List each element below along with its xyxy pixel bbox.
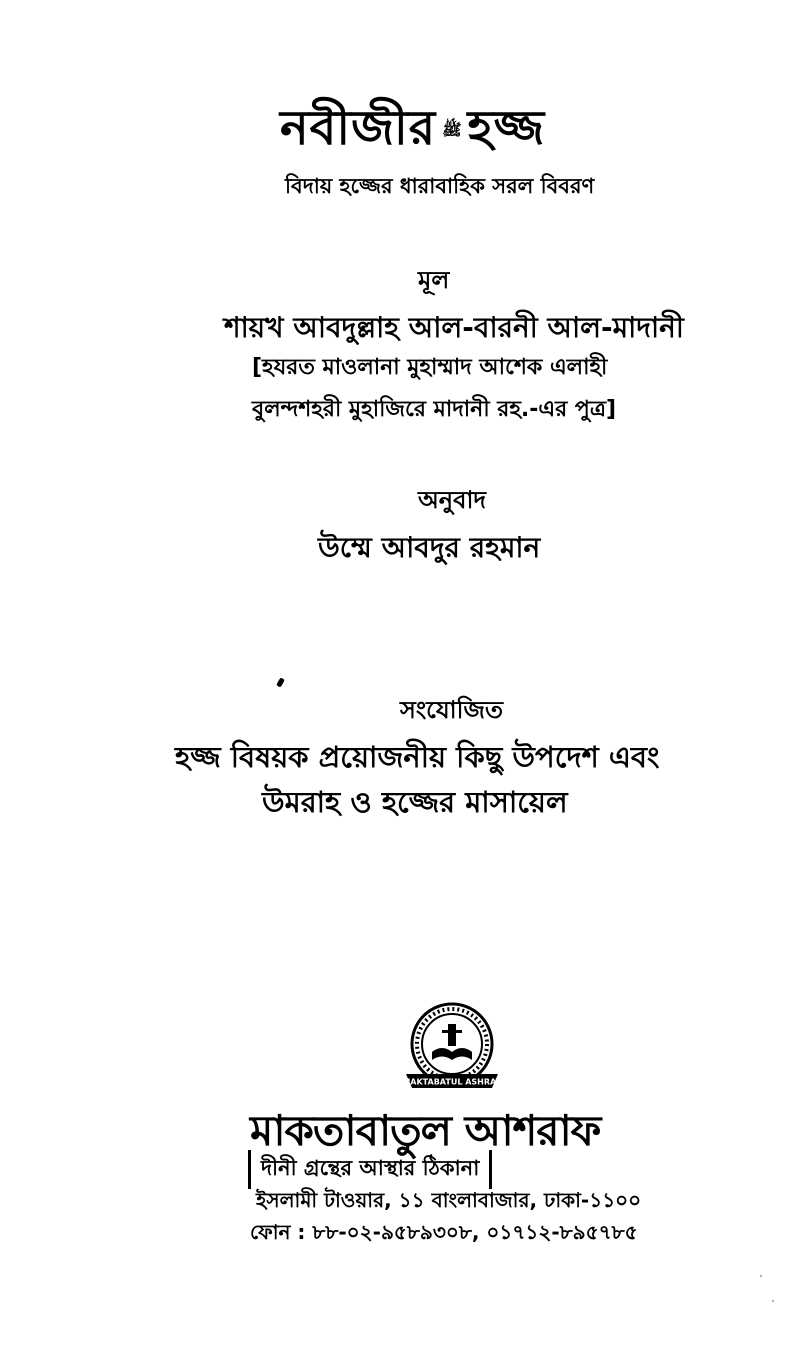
original-label: মূল [418, 266, 450, 294]
book-subtitle: বিদায় হজ্জের ধারাবাহিক সরল বিবরণ [285, 174, 595, 198]
author-name: শায়খ আবদুল্লাহ আল-বারনী আল-মাদানী [224, 311, 684, 344]
publisher-phone: ফোন : ৮৮-০২-৯৫৮৯৩০৮, ০১৭১২-৮৯৫৭৮৫ [250, 1220, 638, 1244]
appendix-line-2: উমরাহ ও হজ্জের মাসায়েল [262, 785, 568, 819]
publisher-tagline: দীনী গ্রন্থের আস্থার ঠিকানা [248, 1150, 492, 1189]
appendix-line-1: হজ্জ বিষয়ক প্রয়োজনীয় কিছু উপদেশ এবং [175, 740, 660, 774]
publisher-seal-icon [402, 1000, 502, 1096]
translation-label: অনুবাদ [418, 486, 487, 514]
author-note-line-2: বুলন্দশহরী মুহাজিরে মাদানী রহ.-এর পুত্র] [252, 397, 617, 422]
title-part-2: হজ্জ [467, 100, 546, 156]
title-part-1: নবীজীর [280, 100, 437, 156]
book-title [280, 92, 545, 171]
scan-speck [772, 1300, 774, 1302]
appendix-label: সংযোজিত [400, 696, 503, 724]
translator-name: উম্মে আবদুর রহমান [318, 531, 541, 564]
publisher-address: ইসলামী টাওয়ার, ১১ বাংলাবাজার, ঢাকা-১১০০ [256, 1188, 642, 1212]
publisher-logo [402, 1000, 502, 1096]
ink-mark [276, 677, 285, 687]
scan-speck [760, 1275, 762, 1277]
author-note-line-1: [হযরত মাওলানা মুহাম্মাদ আশেক এলাহী [252, 355, 608, 380]
publisher-name: মাকতাবাতুল আশরাফ [250, 1106, 601, 1155]
pbuh-calligraphy: ﷺ [442, 119, 462, 139]
logo-banner-text: MAKTABATUL ASHRAF [402, 1077, 502, 1087]
